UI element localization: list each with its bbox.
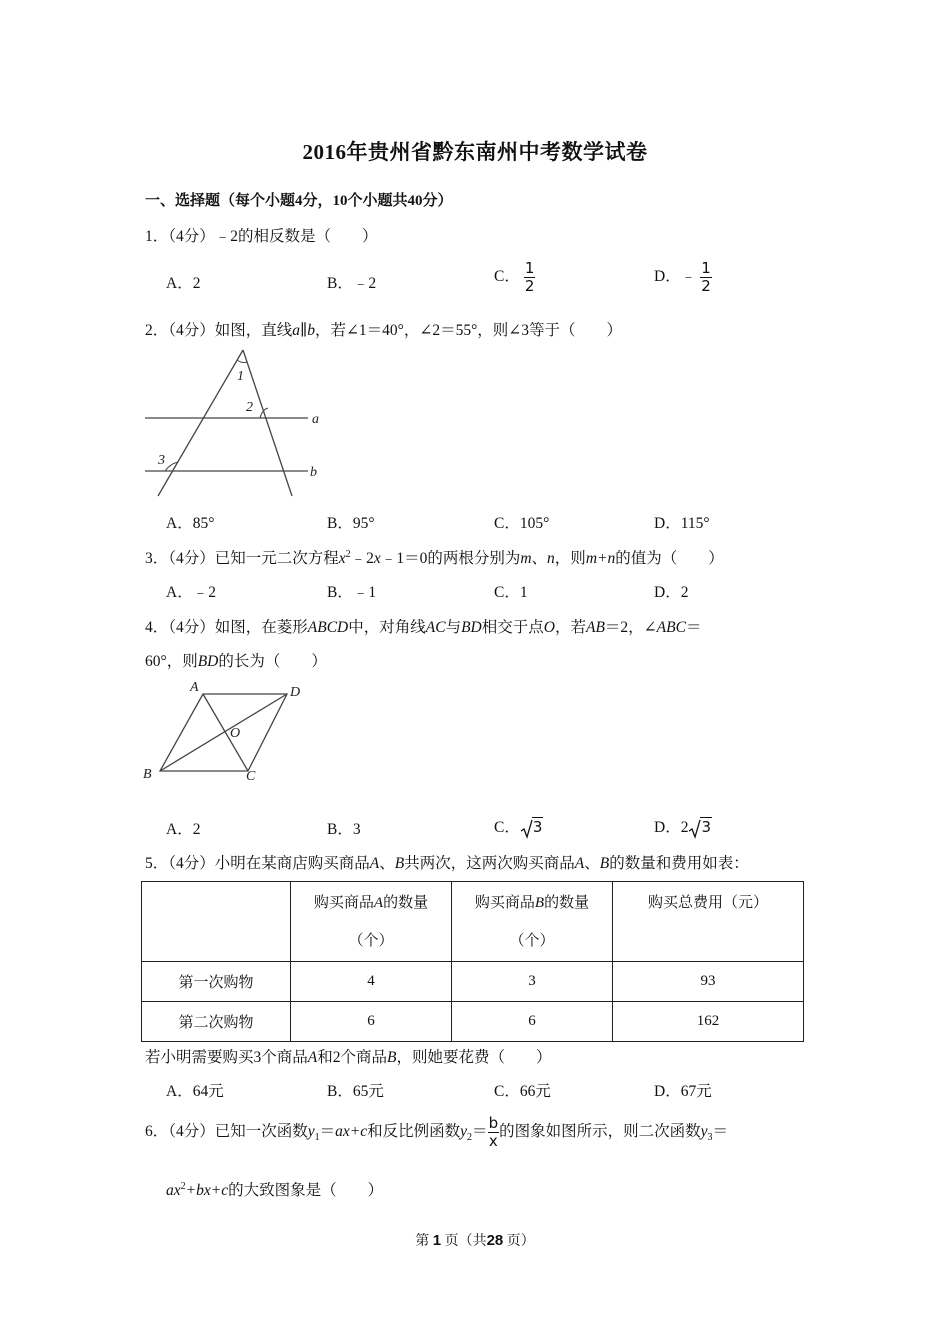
- page-title: 2016年贵州省黔东南州中考数学试卷: [302, 140, 648, 164]
- var-a: A: [373, 894, 384, 911]
- stem-text: 60°，则: [145, 653, 198, 670]
- var-abc: ABC: [656, 619, 686, 636]
- q3-option-a[interactable]: A．﹣2: [166, 584, 216, 601]
- center-o-label: O: [230, 726, 241, 741]
- var-b: B: [394, 855, 405, 872]
- vertex-a-label: A: [190, 680, 199, 695]
- option-c-prefix: C．: [494, 268, 520, 286]
- var-y: y: [700, 1123, 708, 1141]
- q4-option-c[interactable]: [494, 815, 543, 837]
- row-label: 第二次购物: [142, 1002, 291, 1042]
- stem-text: 的值为（ ）: [615, 550, 724, 567]
- option-c-prefix: C．: [494, 819, 520, 836]
- label-b: b: [310, 465, 317, 480]
- footer-text: 第: [415, 1234, 430, 1249]
- stem-text: ﹣1＝0的两根分别为: [380, 550, 521, 567]
- purchase-table: [141, 881, 804, 1042]
- q2-option-a[interactable]: A．85°: [166, 515, 215, 532]
- stem-text: 共两次，这两次购买商品: [404, 855, 575, 872]
- vertex-c-label: C: [246, 769, 256, 784]
- var-a: a: [292, 322, 301, 339]
- stem-text: ＝: [685, 619, 702, 636]
- q5-option-b[interactable]: B．65元: [327, 1083, 384, 1100]
- question-6-stem-line2: [166, 1178, 383, 1200]
- q5-option-d[interactable]: D．67元: [654, 1083, 712, 1100]
- label-1: 1: [237, 369, 244, 384]
- stem-text: 和反比例函数: [367, 1123, 461, 1141]
- var-ab: AB: [585, 619, 605, 636]
- separator: 、: [379, 855, 395, 872]
- radical-sign-icon: [688, 819, 701, 839]
- expr-m-plus-n: m+n: [585, 550, 616, 567]
- angle-3-arc: [165, 462, 178, 471]
- var-o: O: [543, 619, 555, 636]
- q3-option-d[interactable]: D．2: [654, 584, 689, 601]
- var-a: A: [369, 855, 380, 872]
- q2-option-c[interactable]: C．105°: [494, 515, 550, 532]
- var-n: n: [547, 550, 555, 567]
- q3-option-b[interactable]: B．﹣1: [327, 584, 377, 601]
- fraction: [700, 261, 712, 294]
- subscript: 2: [467, 1132, 473, 1144]
- var-a: A: [574, 855, 585, 872]
- label-2: 2: [246, 400, 253, 415]
- var-b: B: [534, 894, 545, 911]
- stem-text: 5．（4分）小明在某商店购买商品: [145, 855, 370, 872]
- row-label: 第一次购物: [142, 962, 291, 1002]
- total-pages: 28: [486, 1232, 504, 1249]
- var-m: m: [520, 550, 532, 567]
- page-footer: [0, 1230, 950, 1250]
- option-d-prefix: D．2: [654, 819, 689, 836]
- q2-option-b[interactable]: B．95°: [327, 515, 375, 532]
- question-4-stem-line2: [145, 649, 327, 671]
- numerator: 1: [701, 259, 711, 277]
- cell-cost: 162: [613, 1002, 804, 1042]
- stem-text: 4．（4分）如图，在菱形: [145, 619, 308, 636]
- header-unit: （个）: [509, 932, 555, 949]
- expr-ax-plus-c: ax+c: [335, 1123, 368, 1141]
- cell-b-qty: 3: [452, 962, 613, 1002]
- question-5-followup: [145, 1045, 551, 1067]
- exponent: 2: [180, 1180, 186, 1192]
- question-6-stem-line1: [145, 1116, 728, 1149]
- stem-text: 相交于点: [481, 619, 544, 636]
- parallel-lines-figure: [140, 344, 340, 504]
- exponent: 2: [345, 548, 351, 560]
- subscript: 3: [707, 1132, 713, 1144]
- separator: 、: [584, 855, 600, 872]
- question-5-stem: [145, 851, 749, 873]
- footer-text: 页）: [506, 1234, 535, 1249]
- q3-option-c[interactable]: C．1: [494, 584, 528, 601]
- stem-text: 2．（4分）如图，直线: [145, 322, 293, 339]
- table-header-a-qty: [291, 882, 452, 962]
- sqrt-expression: [520, 818, 544, 837]
- table-header-row: [142, 882, 804, 962]
- label-a: a: [312, 412, 319, 427]
- table-header-b-qty: [452, 882, 613, 962]
- header-text: 购买商品: [474, 894, 535, 911]
- diagonal-ac: [203, 694, 248, 771]
- radicand: 3: [701, 818, 711, 836]
- parallel-symbol: ∥: [300, 322, 308, 339]
- q1-option-a[interactable]: A．2: [166, 275, 201, 292]
- question-2-stem: [145, 318, 622, 340]
- stem-text: ，则: [554, 550, 586, 567]
- table-row: [142, 962, 804, 1002]
- radicand: 3: [532, 818, 543, 836]
- footer-text: 页（共: [444, 1234, 487, 1249]
- q2-option-d[interactable]: D．115°: [654, 515, 710, 532]
- stem-text: ＝: [712, 1123, 729, 1141]
- var-b: B: [599, 855, 610, 872]
- var-y: y: [460, 1123, 468, 1141]
- denominator: 2: [524, 277, 535, 295]
- expr-bx-plus-c: +bx+c: [185, 1182, 229, 1199]
- cell-a-qty: 6: [291, 1002, 452, 1042]
- stem-text: 6．（4分）已知一次函数: [145, 1123, 308, 1141]
- stem-text: 的图象如图所示，则二次函数: [499, 1123, 701, 1141]
- var-b: B: [387, 1049, 397, 1066]
- q4-option-d[interactable]: [654, 815, 712, 837]
- stem-text: ＝2，∠: [604, 619, 657, 636]
- stem-text: 中，对角线: [348, 619, 426, 636]
- var-bd: BD: [197, 653, 219, 670]
- stem-text: 的大致图象是（ ）: [228, 1182, 384, 1199]
- separator: 、: [531, 550, 548, 567]
- stem-text: 的长为（ ）: [218, 653, 327, 670]
- table-header-cost: 购买总费用（元）: [613, 882, 804, 962]
- q1-option-b[interactable]: B．﹣2: [327, 275, 377, 292]
- question-1-stem: 1．（4分）﹣2的相反数是（ ）: [145, 228, 378, 245]
- q5-option-c[interactable]: C．66元: [494, 1083, 551, 1100]
- var-x: x: [338, 550, 346, 567]
- stem-text: ，若∠1＝40°，∠2＝55°，则∠3等于（ ）: [314, 322, 623, 339]
- header-text: 的数量: [544, 894, 590, 911]
- expr-ax: ax: [166, 1182, 181, 1199]
- subscript: 1: [314, 1132, 320, 1144]
- vertex-b-label: B: [143, 767, 152, 782]
- var-bd: BD: [461, 619, 482, 636]
- stem-text: ，则她要花费（ ）: [396, 1049, 552, 1066]
- table-row: [142, 1002, 804, 1042]
- stem-text: 的数量和费用如表：: [609, 855, 749, 872]
- option-d-prefix: D．﹣: [654, 268, 697, 286]
- var-x: x: [373, 550, 381, 567]
- fraction: [524, 261, 536, 294]
- denominator: 2: [701, 277, 711, 295]
- stem-text: 3．（4分）已知一元二次方程: [145, 550, 339, 567]
- var-a: A: [307, 1049, 318, 1066]
- vertex-d-label: D: [290, 685, 301, 700]
- var-ac: AC: [425, 619, 446, 636]
- label-3: 3: [158, 453, 165, 468]
- stem-text: ，若: [554, 619, 586, 636]
- transversal-1: [158, 350, 243, 496]
- var-b: b: [307, 322, 315, 339]
- radical-sign-icon: [520, 819, 533, 839]
- var-y: y: [307, 1123, 315, 1141]
- stem-text: 与: [445, 619, 462, 636]
- numerator: b: [488, 1114, 499, 1132]
- header-text: 的数量: [383, 894, 429, 911]
- q4-option-a[interactable]: A．2: [166, 821, 201, 838]
- var-abcd: ABCD: [307, 619, 349, 636]
- q1-option-d[interactable]: [654, 261, 712, 294]
- page-number: 1: [432, 1232, 442, 1249]
- cell-a-qty: 4: [291, 962, 452, 1002]
- rhombus-figure: [140, 676, 320, 788]
- q4-option-b[interactable]: B．3: [327, 821, 361, 838]
- header-text: 购买商品: [313, 894, 374, 911]
- fraction: [488, 1116, 500, 1149]
- cell-cost: 93: [613, 962, 804, 1002]
- section-heading: 一、选择题（每个小题4分，10个小题共40分）: [145, 193, 453, 209]
- q5-option-a[interactable]: A．64元: [166, 1083, 224, 1100]
- q1-option-c[interactable]: [494, 261, 535, 294]
- question-4-stem-line1: [145, 615, 701, 637]
- stem-text: 和2个商品: [317, 1049, 387, 1066]
- numerator: 1: [524, 259, 535, 277]
- stem-text: ＝: [319, 1123, 336, 1141]
- transversal-2: [243, 350, 292, 496]
- stem-text: ﹣2: [350, 550, 374, 567]
- sqrt-expression: [688, 818, 712, 837]
- angle-1-arc: [237, 360, 247, 363]
- header-unit: （个）: [348, 932, 394, 949]
- stem-text: 若小明需要购买3个商品: [145, 1049, 308, 1066]
- table-header-empty: [142, 882, 291, 962]
- stem-text: ＝: [472, 1123, 488, 1141]
- denominator: x: [488, 1132, 498, 1150]
- question-3-stem: [145, 546, 724, 568]
- cell-b-qty: 6: [452, 1002, 613, 1042]
